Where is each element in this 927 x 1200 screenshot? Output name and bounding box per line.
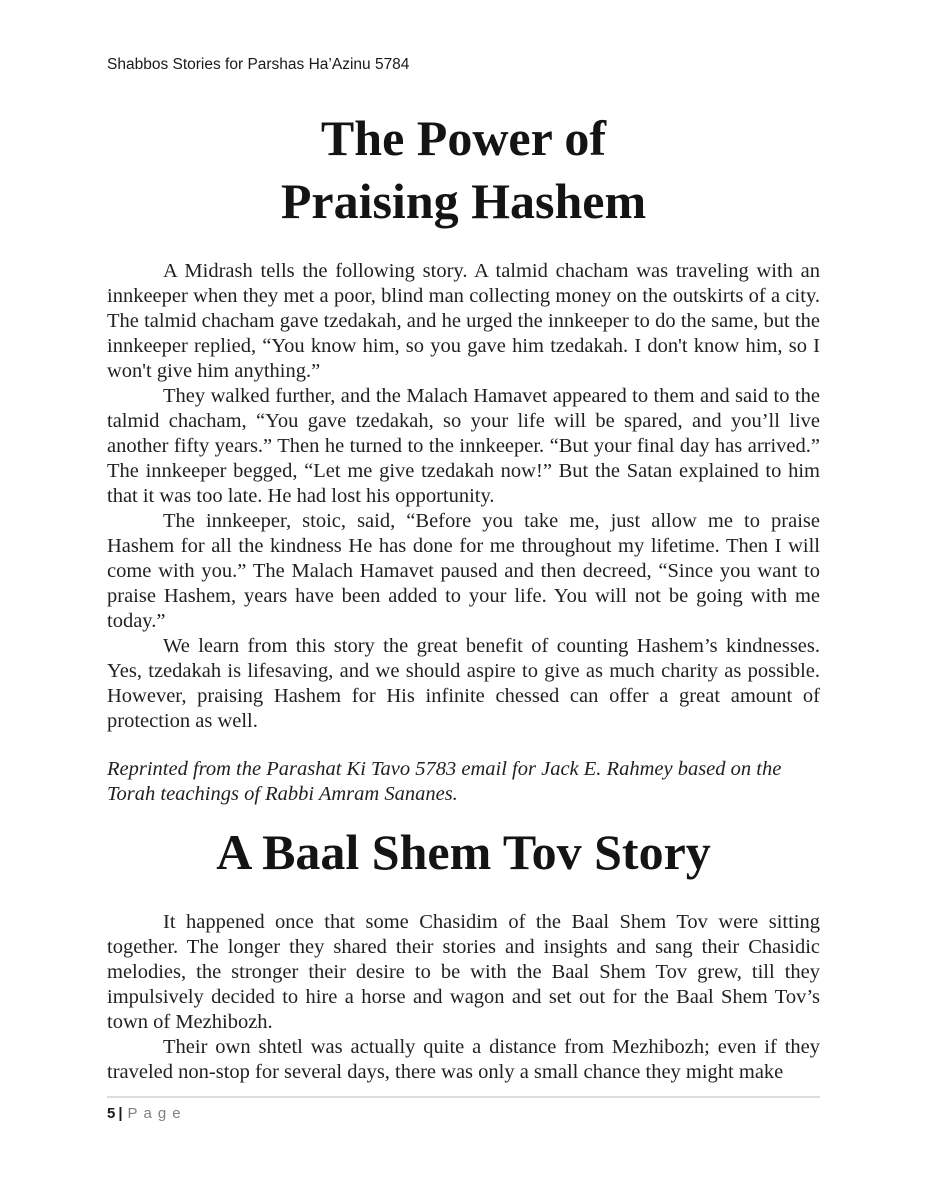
page-number: 5 <box>107 1105 116 1122</box>
story1-paragraph-1: A Midrash tells the following story. A talmid chacham was traveling with an innkeeper when they met a poor, blind man collecting money on the outskirts of a city. The talmid chacham gave tzedakah, and he urged the innkeeper to do the same, but the innkeeper replied, “You know him, so you gave him tzedakah. I don't know him, so I won't give him anything.” <box>107 260 820 382</box>
story1-paragraph-4: We learn from this story the great benefit of counting Hashem’s kindnesses. Yes, tzedakah is lifesaving, and we should aspire to give as much charity as possible. However, praising Hashem for His infinite chessed can offer a great amount of protection as well. <box>107 635 820 732</box>
story2-paragraph-2: Their own shtetl was actually quite a distance from Mezhibozh; even if they traveled non-stop for several days, there was only a small chance they might make <box>107 1036 820 1083</box>
story1-attribution: Reprinted from the Parashat Ki Tavo 5783 email for Jack E. Rahmey based on the Torah teachings of Rabbi Amram Sananes. <box>107 758 782 805</box>
page-footer <box>107 1096 820 1200</box>
story1-title-line1: The Power of <box>320 110 607 166</box>
story2-paragraph-1: It happened once that some Chasidim of the Baal Shem Tov were sitting together. The longer they shared their stories and insights and sang their Chasidic melodies, the stronger their desire to be with the Baal Shem Tov grew, till they impulsively decided to hire a horse and wagon and set out for the Baal Shem Tov’s town of Mezhibozh. <box>107 911 820 1033</box>
page-header: Shabbos Stories for Parshas Ha’Azinu 5784 <box>107 56 410 73</box>
footer-separator: | <box>118 1105 123 1122</box>
story1-title-line2: Praising Hashem <box>280 173 647 229</box>
story1-paragraph-3: The innkeeper, stoic, said, “Before you take me, just allow me to praise Hashem for all the kindness He has done for me throughout my lifetime. Then I will come with you.” The Malach Hamavet paused and then decreed, “Since you want to praise Hashem, years have been added to your life. You will not be going with me today.” <box>107 510 820 632</box>
story1-title <box>107 107 820 233</box>
story2-title: A Baal Shem Tov Story <box>216 824 711 880</box>
story1-paragraph-2: They walked further, and the Malach Hamavet appeared to them and said to the talmid chacham, “You gave tzedakah, so your life will be spared, and you’ll live another fifty years.” Then he turned to the innkeeper. “But your final day has arrived.” The innkeeper begged, “Let me give tzedakah now!” But the Satan explained to him that it was too late. He had lost his opportunity. <box>107 385 820 507</box>
page-label: Page <box>127 1105 187 1122</box>
